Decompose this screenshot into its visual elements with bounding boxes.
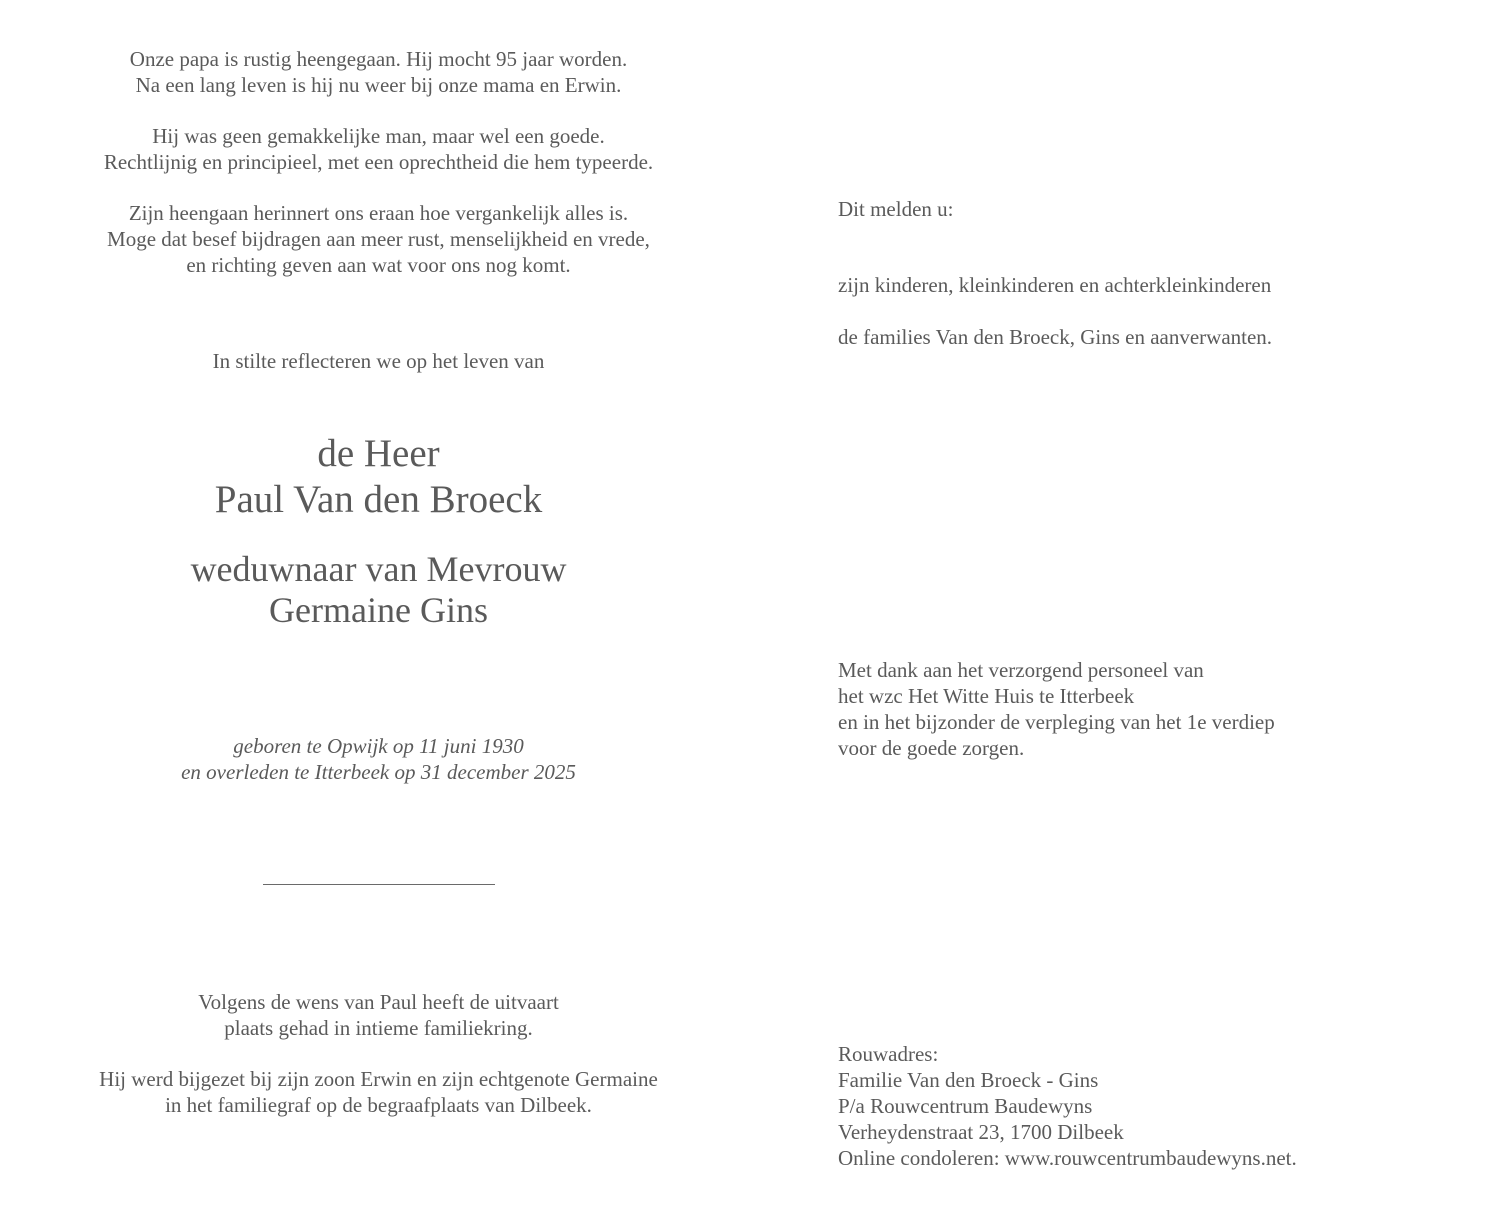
thanks-line: het wzc Het Witte Huis te Itterbeek [838, 684, 1135, 708]
divider-line [263, 884, 495, 885]
poem-line: Moge dat besef bijdragen aan meer rust, menselijkheid en vrede, [107, 227, 650, 251]
widower-line-1: weduwnaar van Mevrouw [190, 549, 567, 589]
poem-line: Zijn heengaan herinnert ons eraan hoe vergankelijk alles is. [128, 201, 629, 225]
address-line: Familie Van den Broeck - Gins [838, 1068, 1099, 1092]
poem-line: Na een lang leven is hij nu weer bij onze mama en Erwin. [135, 73, 622, 97]
family-line-1 [838, 272, 1478, 298]
poem-stanza-3 [0, 200, 757, 278]
honorific-title: de Heer [317, 432, 440, 475]
birth-line: geboren te Opwijk op 11 juni 1930 [233, 734, 524, 758]
intro-line [0, 348, 757, 374]
condolence-line: Online condoleren: www.rouwcentrumbaudewyns.net. [838, 1146, 1297, 1170]
dates-block [0, 733, 757, 785]
family-text: de families Van den Broeck, Gins en aanverwanten. [838, 325, 1273, 349]
death-line: en overleden te Itterbeek op 31 december 2025 [181, 760, 576, 784]
funeral-line: in het familiegraf op de begraafplaats van Dilbeek. [165, 1093, 592, 1117]
address-line: Verheydenstraat 23, 1700 Dilbeek [838, 1120, 1124, 1144]
announce-text: Dit melden u: [838, 197, 954, 221]
poem-line: en richting geven aan wat voor ons nog komt. [186, 253, 571, 277]
poem-line: Hij was geen gemakkelijke man, maar wel een goede. [152, 124, 605, 148]
funeral-paragraph-2 [0, 1066, 757, 1118]
funeral-paragraph-1 [0, 989, 757, 1041]
thanks-line: Met dank aan het verzorgend personeel van [838, 658, 1204, 682]
address-line: P/a Rouwcentrum Baudewyns [838, 1094, 1093, 1118]
funeral-line: Hij werd bijgezet bij zijn zoon Erwin en zijn echtgenote Germaine [99, 1067, 658, 1091]
widower-line-2: Germaine Gins [269, 590, 488, 630]
deceased-name-block [0, 431, 757, 523]
poem-line: Rechtlijnig en principieel, met een oprechtheid die hem typeerde. [103, 150, 654, 174]
intro-text: In stilte reflecteren we op het leven van [212, 349, 545, 373]
widower-block [0, 549, 757, 631]
deceased-name: Paul Van den Broeck [214, 478, 543, 521]
thanks-line: voor de goede zorgen. [838, 736, 1025, 760]
thanks-block [838, 657, 1478, 761]
thanks-line: en in het bijzonder de verpleging van het 1e verdiep [838, 710, 1275, 734]
announcement [838, 196, 1478, 222]
poem-stanza-2 [0, 123, 757, 175]
funeral-line: Volgens de wens van Paul heeft de uitvaart [198, 990, 559, 1014]
poem-stanza-1 [0, 46, 757, 98]
funeral-line: plaats gehad in intieme familiekring. [224, 1016, 533, 1040]
family-line-2 [838, 324, 1478, 350]
address-heading: Rouwadres: [838, 1042, 939, 1066]
address-block [838, 1041, 1478, 1171]
poem-line: Onze papa is rustig heengegaan. Hij mocht 95 jaar worden. [129, 47, 628, 71]
family-text: zijn kinderen, kleinkinderen en achterkleinkinderen [838, 273, 1272, 297]
